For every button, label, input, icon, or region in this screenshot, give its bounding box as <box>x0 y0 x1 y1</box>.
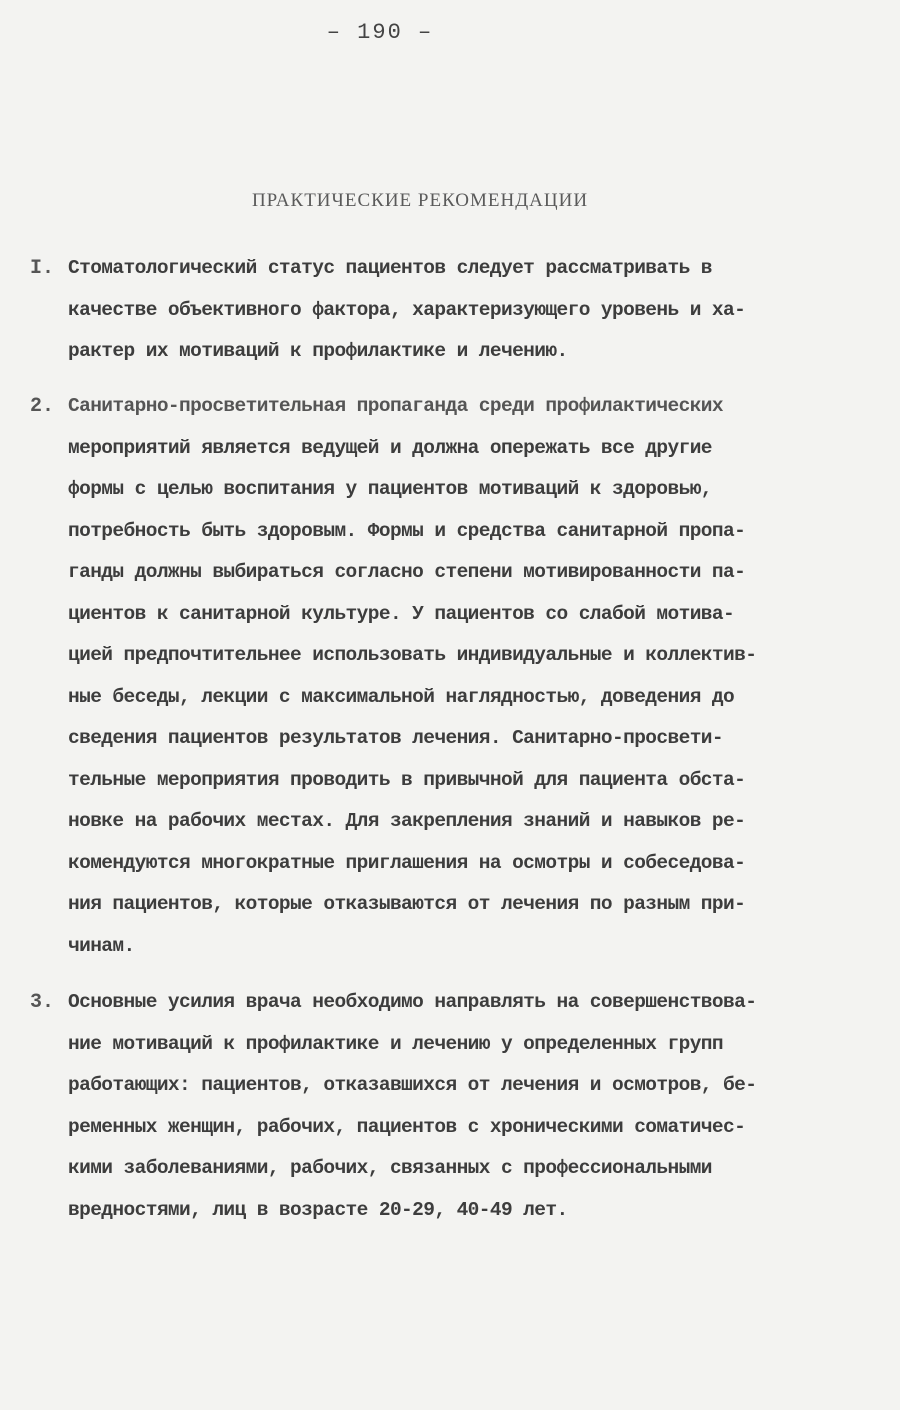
item-line: чинам. <box>68 934 135 957</box>
item-line: сведения пациентов результатов лечения. Санитарно-просвети- <box>68 727 724 749</box>
item-number: I. <box>30 257 55 280</box>
item-line: формы с целью воспитания у пациентов мотиваций к здоровью, <box>68 478 712 500</box>
item-line: Стоматологический статус пациентов следует рассматривать в <box>68 257 712 279</box>
item-line: комендуются многократные приглашения на осмотры и собеседова- <box>68 851 746 874</box>
item-line: ния пациентов, которые отказываются от лечения по разным при- <box>68 893 746 915</box>
page-title: ПРАКТИЧЕСКИЕ РЕКОМЕНДАЦИИ <box>251 190 589 211</box>
item-line: ганды должны выбираться согласно степени мотивированности па- <box>68 561 746 583</box>
item-line: работающих: пациентов, отказавшихся от лечения и осмотров, бе- <box>68 1074 757 1096</box>
item-line: качестве объективного фактора, характеризующего уровень и ха- <box>68 298 746 321</box>
item-line: цией предпочтительнее использовать индивидуальные и коллектив- <box>68 644 757 666</box>
item-number: 3. <box>30 991 55 1014</box>
item-line: ные беседы, лекции с максимальной наглядностью, доведения до <box>68 685 735 708</box>
item-line: Санитарно-просветительная пропаганда среди профилактических <box>68 395 724 417</box>
item-line: новке на рабочих местах. Для закрепления знаний и навыков ре- <box>68 810 746 832</box>
item-line: ние мотиваций к профилактике и лечению у определенных групп <box>68 1032 724 1055</box>
item-line: циентов к санитарной культуре. У пациентов со слабой мотива- <box>68 602 735 625</box>
item-line: Основные усилия врача необходимо направлять на совершенствова- <box>68 991 757 1013</box>
item-line: кими заболеваниями, рабочих, связанных с профессиональными <box>68 1157 712 1179</box>
item-line: тельные мероприятия проводить в привычной для пациента обста- <box>68 768 746 791</box>
item-line: ременных женщин, рабочих, пациентов с хроническими соматичес- <box>68 1115 746 1138</box>
item-line: вредностями, лиц в возрасте 20-29, 40-49 лет. <box>68 1198 568 1221</box>
item-number: 2. <box>30 395 55 418</box>
item-line: мероприятий является ведущей и должна опережать все другие <box>68 436 712 459</box>
page-number: – 190 – <box>326 20 434 45</box>
item-line: потребность быть здоровым. Формы и средства санитарной пропа- <box>68 519 746 542</box>
item-line: рактер их мотиваций к профилактике и лечению. <box>68 340 568 362</box>
